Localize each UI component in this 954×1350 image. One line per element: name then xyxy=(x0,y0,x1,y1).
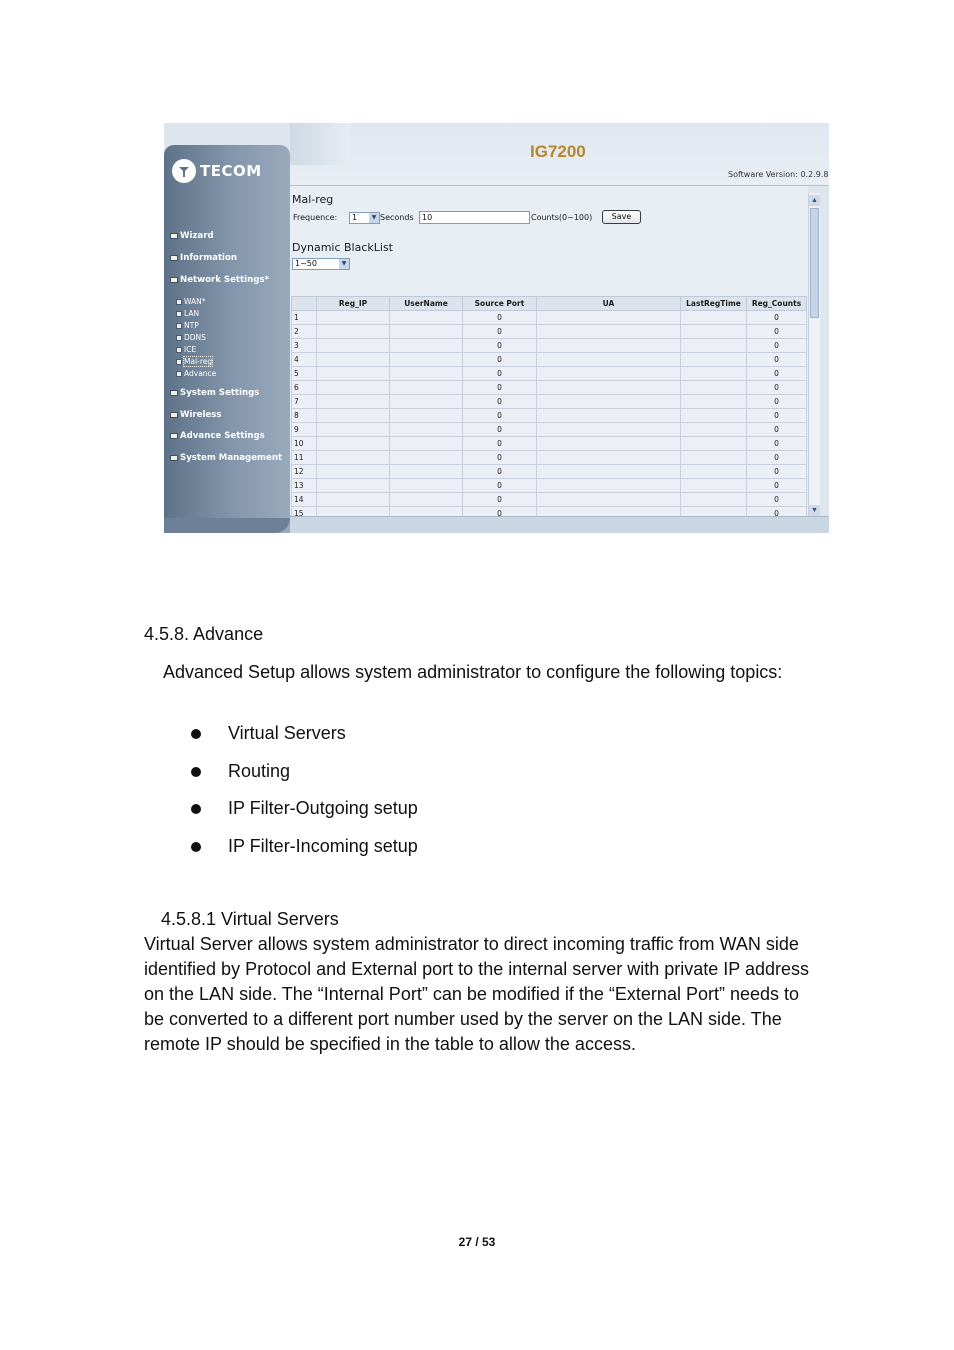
table-cell xyxy=(681,325,747,339)
table-cell xyxy=(537,395,681,409)
frequence-label: Frequence: xyxy=(293,213,338,222)
subnav-item-ice[interactable]: ICE xyxy=(176,345,196,354)
section-heading-advance: 4.5.8. Advance xyxy=(144,624,264,644)
page-icon xyxy=(176,347,182,353)
table-body xyxy=(292,311,807,517)
table-cell xyxy=(537,381,681,395)
footer-strip xyxy=(290,516,829,533)
folder-icon xyxy=(176,371,182,377)
sidebar xyxy=(164,145,290,533)
table-cell: 3 xyxy=(292,339,317,353)
page-icon xyxy=(176,359,182,365)
nav-label: System Settings xyxy=(180,388,260,398)
table-cell xyxy=(537,437,681,451)
table-cell xyxy=(317,367,390,381)
page-icon xyxy=(176,323,182,329)
nav-item-wizard[interactable] xyxy=(170,231,214,241)
table-cell xyxy=(537,325,681,339)
table-cell xyxy=(317,353,390,367)
list-item: Virtual Servers xyxy=(191,723,346,744)
table-cell xyxy=(681,381,747,395)
table-row xyxy=(292,367,807,381)
table-row xyxy=(292,339,807,353)
table-cell: 0 xyxy=(747,339,807,353)
table-cell: 0 xyxy=(463,507,537,517)
table-row xyxy=(292,451,807,465)
table-cell xyxy=(317,479,390,493)
blacklist-range-select[interactable]: 1~50 ▼ xyxy=(292,258,350,270)
list-item: Routing xyxy=(191,761,290,782)
table-cell: 6 xyxy=(292,381,317,395)
table-cell: 0 xyxy=(747,423,807,437)
table-cell: 0 xyxy=(747,451,807,465)
counts-label: Counts(0~100) xyxy=(531,213,593,222)
table-cell xyxy=(681,395,747,409)
page-icon xyxy=(176,311,182,317)
table-cell xyxy=(537,367,681,381)
table-cell xyxy=(681,353,747,367)
folder-icon xyxy=(170,255,178,261)
chevron-down-icon: ▼ xyxy=(369,213,379,223)
subsection-heading-virtual-servers: 4.5.8.1 Virtual Servers xyxy=(161,909,339,929)
save-button[interactable]: Save xyxy=(602,210,641,224)
table-cell: 0 xyxy=(747,367,807,381)
table-cell: 1 xyxy=(292,311,317,325)
table-cell xyxy=(681,423,747,437)
folder-icon xyxy=(170,433,178,439)
table-row xyxy=(292,311,807,325)
sidebar-base xyxy=(164,518,290,533)
nav-item-advance-settings[interactable] xyxy=(170,431,265,441)
product-title: IG7200 xyxy=(530,142,586,161)
col-username-header: UserName xyxy=(390,297,463,311)
table-cell: 0 xyxy=(747,507,807,517)
table-row xyxy=(292,423,807,437)
table-cell xyxy=(681,479,747,493)
table-cell xyxy=(681,311,747,325)
table-cell xyxy=(390,395,463,409)
table-cell: 0 xyxy=(463,451,537,465)
nav-label: Wizard xyxy=(180,231,214,241)
table-cell xyxy=(537,451,681,465)
table-cell xyxy=(681,367,747,381)
folder-icon xyxy=(170,455,178,461)
table-cell: 0 xyxy=(463,367,537,381)
seconds-label: Seconds xyxy=(380,213,414,222)
table-cell: 0 xyxy=(747,465,807,479)
folder-open-icon xyxy=(170,277,178,283)
software-version: Software Version: 0.2.9.8 xyxy=(728,170,829,179)
list-item: IP Filter-Outgoing setup xyxy=(191,798,418,819)
brand-logo xyxy=(172,155,284,187)
table-cell: 0 xyxy=(463,339,537,353)
tecom-logo-icon xyxy=(172,159,196,183)
table-cell xyxy=(537,311,681,325)
table-cell xyxy=(537,479,681,493)
table-cell: 0 xyxy=(463,381,537,395)
table-row xyxy=(292,409,807,423)
table-cell: 0 xyxy=(747,479,807,493)
table-cell: 0 xyxy=(463,437,537,451)
table-cell xyxy=(390,493,463,507)
table-cell: 0 xyxy=(463,479,537,493)
col-reg-ip-header: Reg_IP xyxy=(317,297,390,311)
table-cell: 0 xyxy=(463,493,537,507)
table-cell xyxy=(317,507,390,517)
table-cell xyxy=(390,311,463,325)
subnav-item-advance[interactable]: Advance xyxy=(176,369,216,378)
table-cell: 15 xyxy=(292,507,317,517)
table-cell xyxy=(317,409,390,423)
table-cell xyxy=(317,325,390,339)
subnav-item-lan[interactable]: LAN xyxy=(176,309,199,318)
dynamic-blacklist-title: Dynamic BlackList xyxy=(292,241,393,254)
bullet-icon xyxy=(191,804,201,814)
table-row xyxy=(292,437,807,451)
table-cell xyxy=(537,507,681,517)
nav-item-network-settings[interactable] xyxy=(170,275,269,285)
table-cell: 0 xyxy=(747,437,807,451)
table-cell xyxy=(317,493,390,507)
table-cell: 0 xyxy=(747,395,807,409)
virtual-servers-paragraph: Virtual Server allows system administrator to direct incoming traffic from WAN side identified by Protocol and External port to the internal server with private IP address on the LAN side. The “Internal Port” can be modified if the “External Port” needs to be converted to a different port number used by the server on the LAN side. The remote IP should be specified in the table to allow the access. xyxy=(144,934,810,1054)
table-cell xyxy=(317,465,390,479)
nav-label: Wireless xyxy=(180,410,222,420)
table-cell xyxy=(390,353,463,367)
content-scrollbar[interactable] xyxy=(808,193,820,516)
table-cell xyxy=(317,339,390,353)
subnav-item-mal-reg[interactable]: Mal-reg xyxy=(176,357,212,366)
table-cell xyxy=(537,353,681,367)
table-row xyxy=(292,493,807,507)
table-cell xyxy=(317,395,390,409)
table-cell: 13 xyxy=(292,479,317,493)
table-cell: 2 xyxy=(292,325,317,339)
table-cell xyxy=(537,423,681,437)
scroll-down-icon[interactable]: ▼ xyxy=(809,505,820,516)
subnav-item-ddns[interactable]: DDNS xyxy=(176,333,206,342)
nav-label: Advance Settings xyxy=(180,431,265,441)
seconds-input[interactable]: 10 xyxy=(419,211,530,224)
table-cell xyxy=(681,409,747,423)
bullet-icon xyxy=(191,729,201,739)
table-cell xyxy=(317,437,390,451)
header-bar xyxy=(290,123,829,186)
table-cell: 0 xyxy=(747,493,807,507)
col-source-port-header: Source Port xyxy=(463,297,537,311)
table-row xyxy=(292,465,807,479)
page-icon xyxy=(176,299,182,305)
blacklist-table xyxy=(291,296,807,516)
nav-item-system-settings[interactable] xyxy=(170,388,259,398)
table-cell: 14 xyxy=(292,493,317,507)
table-cell: 0 xyxy=(463,395,537,409)
chevron-down-icon: ▼ xyxy=(339,259,349,269)
nav-item-information[interactable] xyxy=(170,253,237,263)
frequence-select[interactable]: 1 ▼ xyxy=(349,212,380,224)
table-cell: 8 xyxy=(292,409,317,423)
table-cell: 0 xyxy=(463,423,537,437)
page-number: 27 / 53 xyxy=(458,1235,496,1249)
table-cell: 0 xyxy=(463,311,537,325)
table-header-row xyxy=(292,297,807,311)
nav-label: System Management xyxy=(180,453,283,463)
table-cell: 11 xyxy=(292,451,317,465)
scrollbar-thumb[interactable] xyxy=(810,208,819,318)
intro-paragraph: Advanced Setup allows system administrator to configure the following topics: xyxy=(163,662,783,682)
table-cell: 0 xyxy=(463,353,537,367)
table-cell: 12 xyxy=(292,465,317,479)
table-cell xyxy=(537,339,681,353)
table-cell: 0 xyxy=(463,465,537,479)
col-reg-counts-header: Reg_Counts xyxy=(747,297,807,311)
table-row xyxy=(292,507,807,517)
table-cell: 4 xyxy=(292,353,317,367)
table-cell xyxy=(390,423,463,437)
table-row xyxy=(292,353,807,367)
page-icon xyxy=(176,335,182,341)
nav-item-system-management[interactable] xyxy=(170,453,282,463)
content-panel xyxy=(290,186,808,516)
table-cell: 0 xyxy=(747,311,807,325)
table-cell xyxy=(390,409,463,423)
table-cell: 0 xyxy=(463,325,537,339)
table-row xyxy=(292,381,807,395)
scroll-up-icon[interactable]: ▲ xyxy=(809,195,820,206)
col-last-reg-time-header: LastRegTime xyxy=(681,297,747,311)
header-decoration xyxy=(290,123,350,165)
folder-icon xyxy=(170,233,178,239)
folder-icon xyxy=(170,390,178,396)
bullet-icon xyxy=(191,842,201,852)
nav-label: Network Settings* xyxy=(180,275,269,285)
table-cell xyxy=(317,423,390,437)
table-cell xyxy=(537,465,681,479)
table-cell xyxy=(390,465,463,479)
table-row xyxy=(292,395,807,409)
folder-icon xyxy=(170,412,178,418)
table-cell xyxy=(390,325,463,339)
table-cell xyxy=(390,367,463,381)
table-cell: 0 xyxy=(463,409,537,423)
table-cell xyxy=(390,339,463,353)
nav-item-wireless[interactable] xyxy=(170,410,222,420)
list-item: IP Filter-Incoming setup xyxy=(191,836,418,857)
mal-reg-title: Mal-reg xyxy=(292,193,334,206)
brand-name: TECOM xyxy=(200,162,262,180)
col-ua-header: UA xyxy=(537,297,681,311)
table-cell xyxy=(317,311,390,325)
table-cell xyxy=(317,381,390,395)
table-cell xyxy=(681,465,747,479)
table-cell: 0 xyxy=(747,381,807,395)
subnav-item-ntp[interactable]: NTP xyxy=(176,321,199,330)
table-cell xyxy=(537,493,681,507)
table-row xyxy=(292,325,807,339)
table-cell xyxy=(390,381,463,395)
table-cell xyxy=(317,451,390,465)
table-cell xyxy=(390,479,463,493)
table-cell: 9 xyxy=(292,423,317,437)
table-row xyxy=(292,479,807,493)
router-ui-screenshot xyxy=(164,123,829,533)
table-cell xyxy=(681,451,747,465)
table-cell: 0 xyxy=(747,325,807,339)
table-cell: 5 xyxy=(292,367,317,381)
table-cell xyxy=(681,339,747,353)
table-cell xyxy=(681,507,747,517)
table-cell xyxy=(390,451,463,465)
bullet-icon xyxy=(191,767,201,777)
table-cell: 7 xyxy=(292,395,317,409)
subnav-item-wan[interactable]: WAN* xyxy=(176,297,206,306)
nav-label: Information xyxy=(180,253,238,263)
col-index-header xyxy=(292,297,317,311)
table-cell xyxy=(537,409,681,423)
table-cell xyxy=(681,493,747,507)
table-cell xyxy=(681,437,747,451)
table-cell: 10 xyxy=(292,437,317,451)
table-cell: 0 xyxy=(747,409,807,423)
table-cell xyxy=(390,437,463,451)
table-cell: 0 xyxy=(747,353,807,367)
table-cell xyxy=(390,507,463,517)
